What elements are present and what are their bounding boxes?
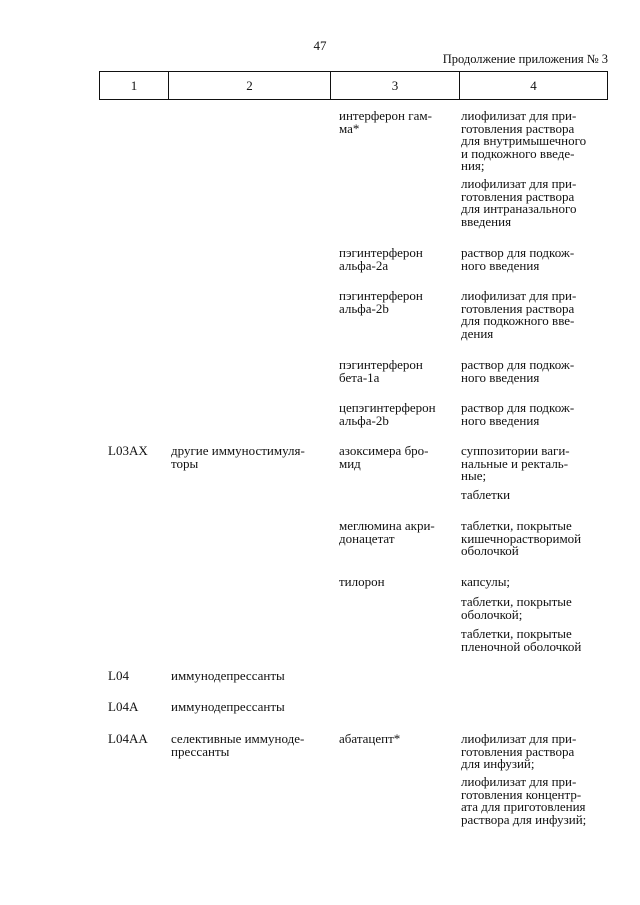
header-col-4: 4	[459, 72, 607, 99]
dosage-form-line: ного введения	[461, 412, 540, 428]
dosage-form-line: раствора для инфузий;	[461, 811, 587, 827]
dosage-form-line: раствор для подкож-	[461, 245, 575, 260]
dosage-form	[461, 247, 609, 272]
dosage-form-line: лиофилизат для при-	[461, 288, 577, 303]
drug-name-line: альфа-2a	[339, 257, 389, 273]
drug-name	[339, 733, 459, 746]
page-number: 47	[313, 38, 327, 53]
drug-name-line: пэгинтерферон	[339, 245, 423, 260]
drug-name-line: бета-1a	[339, 369, 380, 385]
drug-name	[339, 576, 459, 589]
dosage-form-line: введения	[461, 213, 512, 229]
dosage-form	[461, 596, 609, 621]
dosage-form-line: капсулы;	[461, 574, 511, 589]
atc-group-name	[171, 670, 331, 683]
drug-name-line: пэгинтерферон	[339, 357, 423, 372]
dosage-form-line: лиофилизат для при-	[461, 176, 577, 191]
drug-name-line: азоксимера бро-	[339, 443, 429, 458]
atc-group-name-line: селективные иммуноде-	[171, 731, 305, 746]
dosage-form-line: готовления концентр-	[461, 786, 582, 802]
dosage-form-line: суппозитории ваги-	[461, 443, 570, 458]
dosage-form	[461, 178, 609, 228]
dosage-form	[461, 402, 609, 427]
drug-name	[339, 520, 459, 545]
drug-name-line: мид	[339, 455, 361, 471]
dosage-form-line: готовления раствора	[461, 120, 575, 136]
drug-name-line: ма*	[339, 120, 360, 136]
dosage-form-line: и подкожного введе-	[461, 145, 575, 161]
dosage-form	[461, 445, 609, 483]
atc-code: L04	[108, 668, 129, 683]
dosage-form	[461, 733, 609, 771]
dosage-form-line: таблетки, покрытые	[461, 626, 572, 641]
drug-name	[339, 359, 459, 384]
header-col-3: 3	[330, 72, 459, 99]
appendix-continuation-note: Продолжение приложения № 3	[442, 52, 608, 66]
dosage-form	[461, 628, 609, 653]
dosage-form-line: для интраназального	[461, 201, 577, 216]
drug-name	[339, 247, 459, 272]
dosage-form-line: таблетки, покрытые	[461, 518, 572, 533]
dosage-form	[461, 576, 609, 589]
atc-code: L04A	[108, 699, 139, 714]
dosage-form	[461, 520, 609, 558]
dosage-form	[461, 290, 609, 340]
dosage-form-line: ния;	[461, 158, 485, 173]
atc-group-name-line: иммунодепрессанты	[171, 699, 285, 714]
atc-group-name	[171, 701, 331, 714]
dosage-form-line: раствор для подкож-	[461, 357, 575, 372]
dosage-form-line: ные;	[461, 468, 487, 483]
dosage-form	[461, 489, 609, 502]
dosage-form-line: лиофилизат для при-	[461, 731, 577, 746]
dosage-form-line: ата для приготовления	[461, 799, 586, 814]
drug-name-line: альфа-2b	[339, 300, 389, 316]
atc-group-name-line: прессанты	[171, 743, 230, 759]
drug-name	[339, 290, 459, 315]
dosage-form-line: оболочкой	[461, 543, 519, 558]
dosage-form-line: таблетки, покрытые	[461, 594, 572, 609]
dosage-form	[461, 110, 609, 173]
dosage-form	[461, 359, 609, 384]
atc-group-name-line: другие иммуностимуля-	[171, 443, 305, 458]
drug-name	[339, 110, 459, 135]
drug-name-line: пэгинтерферон	[339, 288, 423, 303]
dosage-form-line: для подкожного вве-	[461, 313, 575, 328]
atc-group-name	[171, 733, 331, 758]
drug-name	[339, 402, 459, 427]
drug-name-line: меглюмина акри-	[339, 518, 435, 533]
dosage-form-line: готовления раствора	[461, 300, 575, 316]
drug-name-line: донацетат	[339, 530, 395, 546]
dosage-form-line: для внутримышечного	[461, 133, 587, 148]
dosage-form-line: раствор для подкож-	[461, 400, 575, 415]
drug-name	[339, 445, 459, 470]
dosage-form-line: для инфузий;	[461, 756, 535, 771]
dosage-form-line: ного введения	[461, 369, 540, 385]
dosage-form-line: нальные и ректаль-	[461, 455, 569, 471]
dosage-form-line: лиофилизат для при-	[461, 108, 577, 123]
dosage-form-line: лиофилизат для при-	[461, 774, 577, 789]
atc-group-name	[171, 445, 331, 470]
table-header	[99, 71, 608, 100]
drug-name-line: альфа-2b	[339, 412, 389, 428]
dosage-form-line: ного введения	[461, 257, 540, 273]
drug-name-line: тилорон	[339, 574, 385, 589]
dosage-form-line: готовления раствора	[461, 743, 575, 759]
header-col-1: 1	[130, 78, 138, 93]
dosage-form-line: таблетки	[461, 487, 511, 502]
dosage-form	[461, 776, 609, 826]
drug-name-line: цепэгинтерферон	[339, 400, 436, 415]
header-col-2: 2	[168, 72, 330, 99]
drug-name-line: интерферон гам-	[339, 108, 432, 123]
dosage-form-line: дения	[461, 325, 494, 341]
atc-group-name-line: иммунодепрессанты	[171, 668, 285, 683]
drug-name-line: абатацепт*	[339, 731, 401, 746]
dosage-form-line: кишечнорастворимой	[461, 530, 582, 546]
dosage-form-line: пленочной оболочкой	[461, 638, 582, 654]
dosage-form-line: оболочкой;	[461, 606, 523, 622]
atc-group-name-line: торы	[171, 455, 199, 471]
atc-code: L04AA	[108, 731, 148, 746]
atc-code: L03AX	[108, 443, 148, 458]
dosage-form-line: готовления раствора	[461, 188, 575, 204]
